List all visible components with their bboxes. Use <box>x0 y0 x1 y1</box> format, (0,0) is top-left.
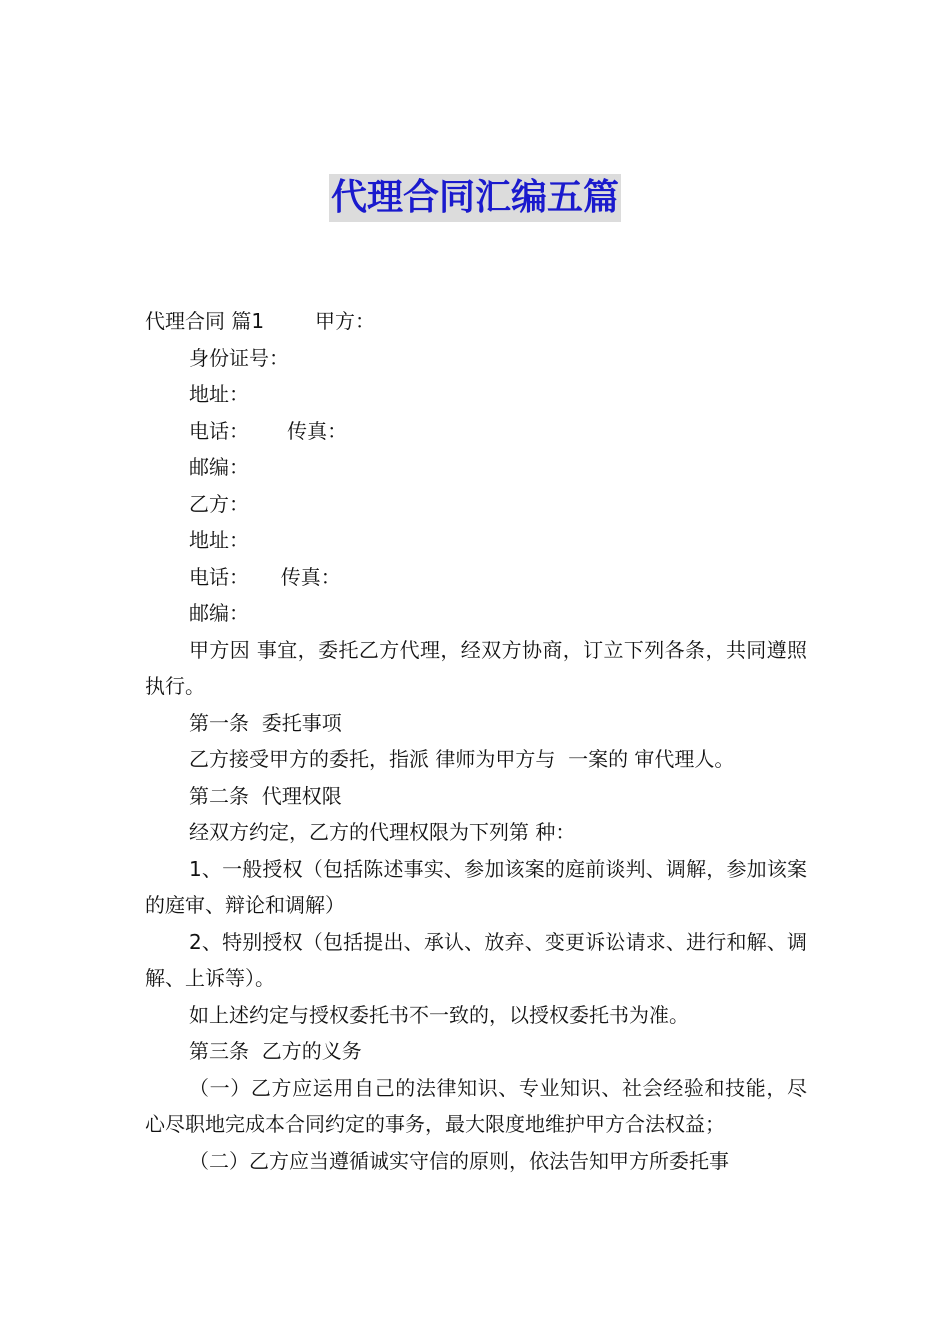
party-b-phone-fax-line: 电话： 传真： <box>189 564 341 589</box>
party-a-address-line: 地址： <box>189 382 249 406</box>
special-authorization-paragraph: 2、特别授权（包括提出、承认、放弃、变更诉讼请求、进行和解、调解、上诉等）。 <box>145 929 807 990</box>
obligation-1-paragraph: （一）乙方应运用自己的法律知识、专业知识、社会经验和技能，尽心尽职地完成本合同约定的事务，最大限度地维护甲方合法权益； <box>145 1075 807 1136</box>
preamble-paragraph: 甲方因 事宜，委托乙方代理，经双方协商，订立下列各条，共同遵照执行。 <box>145 637 807 698</box>
id-number-line: 身份证号： <box>189 345 289 370</box>
document-title-text: 代理合同汇编五篇 <box>329 174 621 222</box>
contract-heading-line: 代理合同 篇1 甲方： <box>145 309 375 333</box>
article-2-heading: 第二条 代理权限 <box>189 783 342 808</box>
article-1-heading: 第一条 委托事项 <box>189 710 342 735</box>
document-title <box>0 174 950 222</box>
party-a-postcode-line: 邮编： <box>189 455 249 479</box>
obligation-2-paragraph: （二）乙方应当遵循诚实守信的原则，依法告知甲方所委托事 <box>189 1148 729 1173</box>
article-3-heading: 第三条 乙方的义务 <box>189 1039 362 1063</box>
party-a-phone-fax-line: 电话： 传真： <box>189 418 348 443</box>
article-1-paragraph: 乙方接受甲方的委托，指派 律师为甲方与 一案的 审代理人。 <box>189 747 735 771</box>
article-2-paragraph: 经双方约定，乙方的代理权限为下列第 种： <box>189 820 576 844</box>
party-b-line: 乙方： <box>189 491 249 516</box>
authorization-precedence-paragraph: 如上述约定与授权委托书不一致的，以授权委托书为准。 <box>189 1002 689 1027</box>
party-b-address-line: 地址： <box>189 528 249 552</box>
general-authorization-paragraph: 1、一般授权（包括陈述事实、参加该案的庭前谈判、调解，参加该案的庭审、辩论和调解） <box>145 856 807 917</box>
party-b-postcode-line: 邮编： <box>189 601 249 625</box>
document-body <box>145 303 807 1179</box>
